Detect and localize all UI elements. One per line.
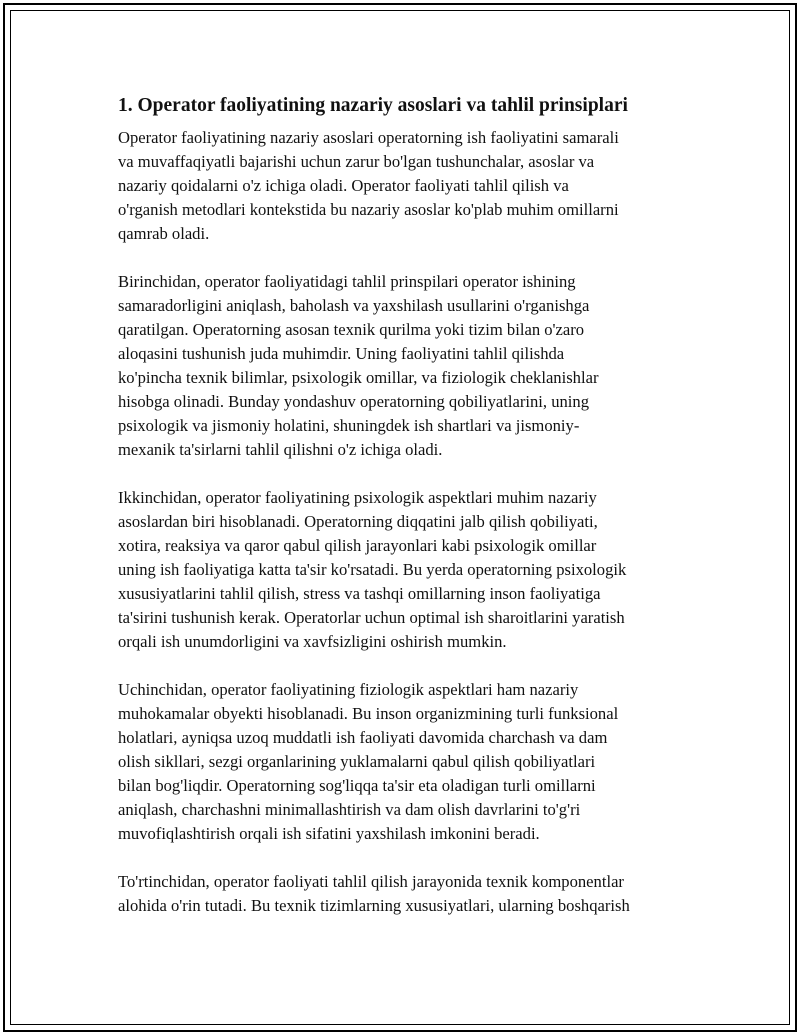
text-line: ko'pincha texnik bilimlar, psixologik omillar, va fiziologik cheklanishlar — [118, 368, 599, 387]
text-line: Birinchidan, operator faoliyatidagi tahlil prinspilari operator ishining — [118, 272, 576, 291]
text-line: xususiyatlarini tahlil qilish, stress va tashqi omillarning inson faoliyatiga — [118, 584, 601, 603]
text-line: orqali ish unumdorligini va xavfsizligini oshirish mumkin. — [118, 632, 507, 651]
paragraphs-container — [118, 126, 693, 918]
text-line: samaradorligini aniqlash, baholash va yaxshilash usullarini o'rganishga — [118, 296, 590, 315]
text-line: uning ish faoliyatiga katta ta'sir ko'rsatadi. Bu yerda operatorning psixologik — [118, 560, 627, 579]
section-heading: 1. Operator faoliyatining nazariy asoslari va tahlil prinsiplari — [118, 95, 628, 116]
text-line: o'rganish metodlari kontekstida bu nazariy asoslar ko'plab muhim omillarni — [118, 200, 619, 219]
paragraph-5 — [118, 870, 693, 918]
text-line: qaratilgan. Operatorning asosan texnik qurilma yoki tizim bilan o'zaro — [118, 320, 585, 339]
text-line: bilan bog'liqdir. Operatorning sog'liqqa ta'sir eta oladigan turli omillarni — [118, 776, 596, 795]
text-line: asoslardan biri hisoblanadi. Operatorning diqqatini jalb qilish qobiliyati, — [118, 512, 598, 531]
paragraph-1 — [118, 126, 693, 246]
paragraph-gap — [118, 246, 693, 270]
text-line: olish sikllari, sezgi organlarining yuklamalarni qabul qilish qobiliyatlari — [118, 752, 596, 771]
text-line: Ikkinchidan, operator faoliyatining psixologik aspektlari muhim nazariy — [118, 488, 597, 507]
text-line: aloqasini tushunish juda muhimdir. Uning faoliyatini tahlil qilishda — [118, 344, 565, 363]
paragraph-gap — [118, 654, 693, 678]
paragraph-3 — [118, 486, 693, 654]
text-line: qamrab oladi. — [118, 224, 210, 243]
text-line: muvofiqlashtirish orqali ish sifatini yaxshilash imkonini beradi. — [118, 824, 540, 843]
paragraph-gap — [118, 462, 693, 486]
text-line: aniqlash, charchashni minimallashtirish va dam olish davrlarini to'g'ri — [118, 800, 581, 819]
text-line: Uchinchidan, operator faoliyatining fiziologik aspektlari ham nazariy — [118, 680, 579, 699]
text-line: Operator faoliyatining nazariy asoslari operatorning ish faoliyatini samarali — [118, 128, 619, 147]
paragraph-gap — [118, 846, 693, 870]
text-line: mexanik ta'sirlarni tahlil qilishni o'z ichiga oladi. — [118, 440, 443, 459]
text-line: nazariy qoidalarni o'z ichiga oladi. Operator faoliyati tahlil qilish va — [118, 176, 569, 195]
text-line: ta'sirini tushunish kerak. Operatorlar uchun optimal ish sharoitlarini yaratish — [118, 608, 625, 627]
text-line: hisobga olinadi. Bunday yondashuv operatorning qobiliyatlarini, uning — [118, 392, 590, 411]
text-line: muhokamalar obyekti hisoblanadi. Bu inson organizmining turli funksional — [118, 704, 619, 723]
text-line: psixologik va jismoniy holatini, shuningdek ish shartlari va jismoniy- — [118, 416, 580, 435]
text-line: alohida o'rin tutadi. Bu texnik tizimlarning xususiyatlari, ularning boshqarish — [118, 896, 630, 915]
paragraph-4 — [118, 678, 693, 846]
text-line: va muvaffaqiyatli bajarishi uchun zarur bo'lgan tushunchalar, asoslar va — [118, 152, 595, 171]
text-line: To'rtinchidan, operator faoliyati tahlil qilish jarayonida texnik komponentlar — [118, 872, 624, 891]
paragraph-2 — [118, 270, 693, 462]
text-line: xotira, reaksiya va qaror qabul qilish jarayonlari kabi psixologik omillar — [118, 536, 597, 555]
document-body — [118, 93, 693, 918]
text-line: holatlari, ayniqsa uzoq muddatli ish faoliyati davomida charchash va dam — [118, 728, 608, 747]
